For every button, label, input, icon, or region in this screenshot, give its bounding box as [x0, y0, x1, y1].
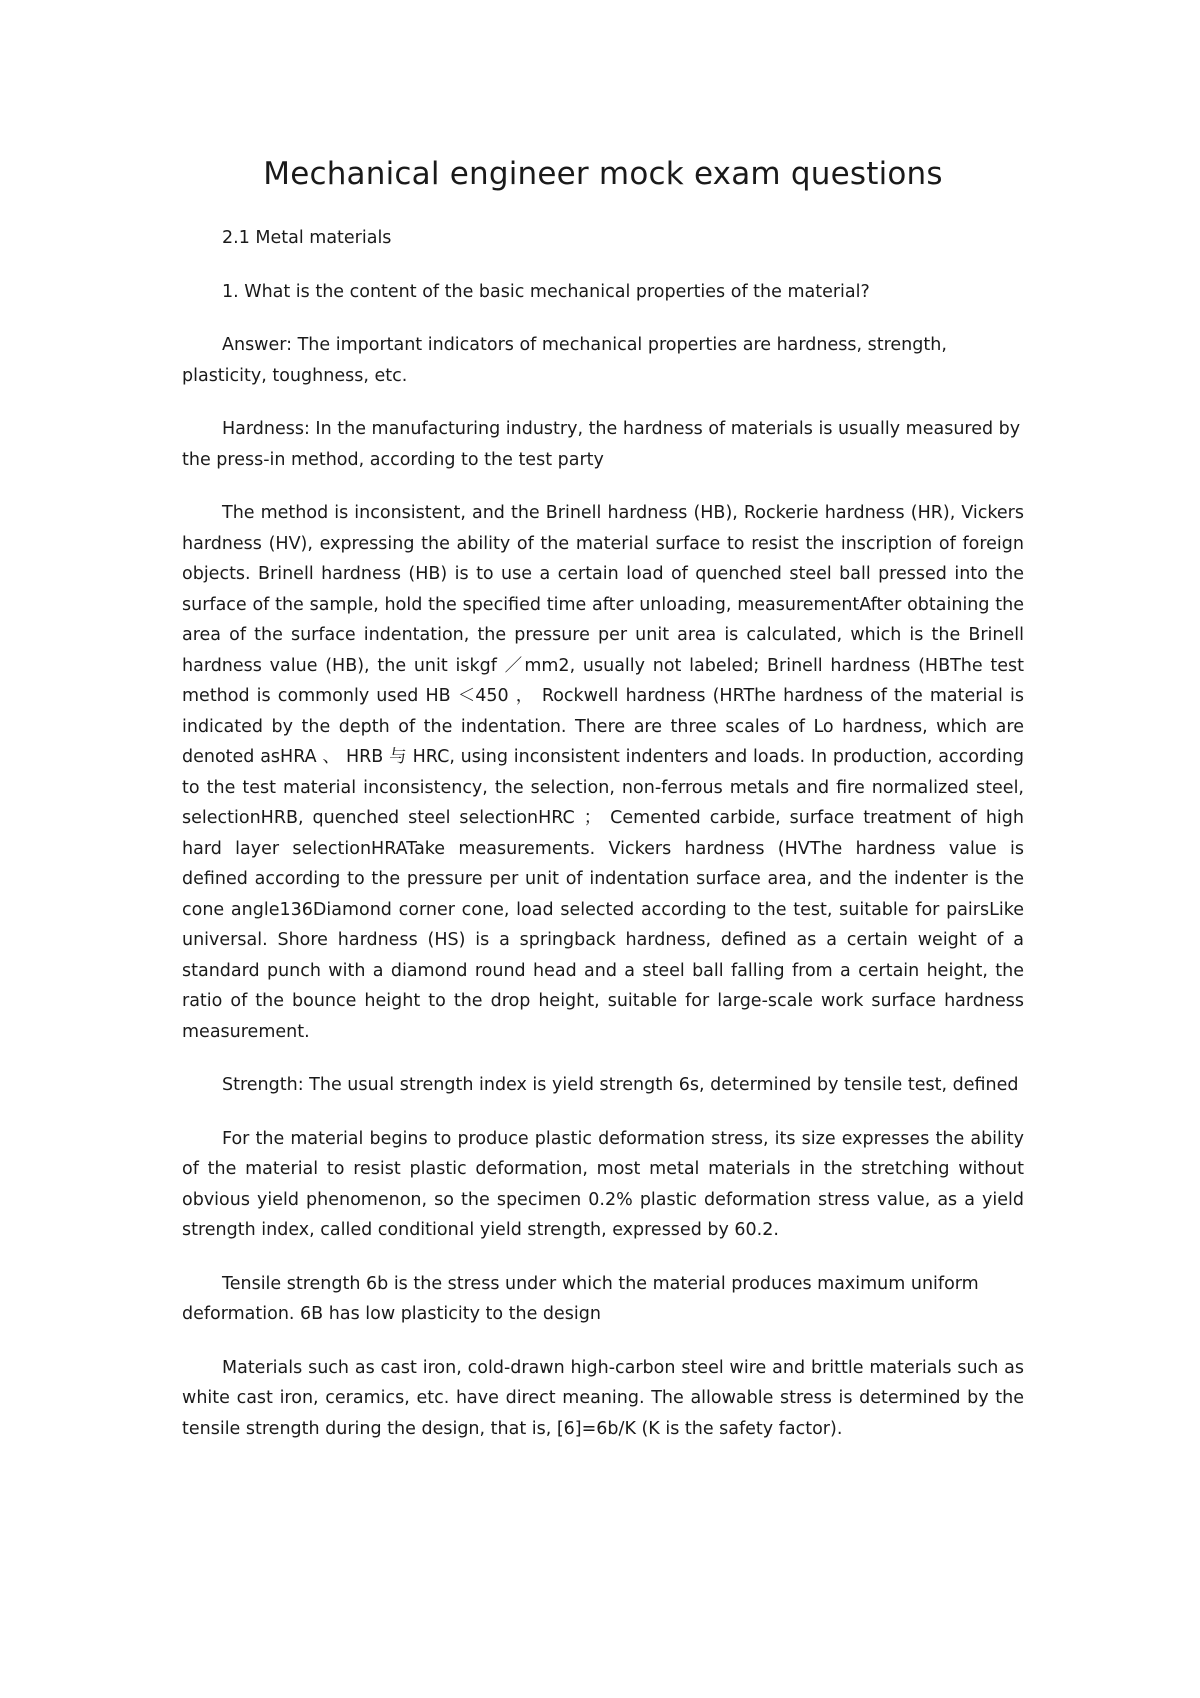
document-body	[182, 152, 1024, 1467]
paragraph-hardness-intro: Hardness: In the manufacturing industry, the hardness of materials is usually measured by the press-in method, according to the test party	[182, 419, 1021, 470]
document-title: Mechanical engineer mock exam questions	[263, 156, 943, 192]
paragraph-list	[182, 223, 1024, 1444]
paragraph-answer-intro: Answer: The important indicators of mechanical properties are hardness, strength, plasticity, toughness, etc.	[182, 335, 947, 386]
paragraph-tensile-strength: Tensile strength 6b is the stress under which the material produces maximum uniform deformation. 6B has low plasticity to the design	[182, 1273, 979, 1324]
paragraph-section-heading: 2.1 Metal materials	[222, 228, 392, 248]
paragraph-strength-intro: Strength: The usual strength index is yield strength 6s, determined by tensile test, defined	[222, 1075, 1019, 1095]
paragraph-brittle-materials: Materials such as cast iron, cold-drawn high-carbon steel wire and brittle materials such as white cast iron, ceramics, etc. have direct meaning. The allowable stress is determined by the tensile strength during the design, that is, [6]=6b/K (K is the safety factor).	[182, 1357, 1024, 1439]
paragraph-yield-strength: For the material begins to produce plastic deformation stress, its size expresses the ability of the material to resist plastic deformation, most metal materials in the stretching without obvious yield phenomenon, so the specimen 0.2% plastic deformation stress value, as a yield strength index, called conditional yield strength, expressed by 60.2.	[182, 1128, 1024, 1240]
paragraph-question-1: 1. What is the content of the basic mechanical properties of the material?	[222, 281, 870, 302]
paragraph-hardness-methods: The method is inconsistent, and the Brinell hardness (HB), Rockerie hardness (HR), Vickers hardness (HV), expressing the ability of the material surface to resist the inscription of foreign objects. Brinell hardness (HB) is to use a certain load of quenched steel ball pressed into the surface of the sample, hold the specified time after unloading, measurementAfter obtaining the area of the surface indentation, the pressure per unit area is calculated, which is the Brinell hardness value (HB), the unit iskgf ／mm2, usually not labeled; Brinell hardness (HBThe test method is commonly used HB ＜450 ， Rockwell hardness (HRThe hardness of the material is indicated by the depth of the indentation. There are three scales of Lo hardness, which are denoted asHRA 、 HRB 与 HRC, using inconsistent indenters and loads. In production, according to the test material inconsistency, the selection, non-ferrous metals and fire normalized steel, selectionHRB, quenched steel selectionHRC ； Cemented carbide, surface treatment of high hard layer selectionHRATake measurements. Vickers hardness (HVThe hardness value is defined according to the pressure per unit of indentation surface area, and the indenter is the cone angle136Diamond corner cone, load selected according to the test, suitable for pairsLike universal. Shore hardness (HS) is a springback hardness, defined as a certain weight of a standard punch with a diamond round head and a steel ball falling from a certain height, the ratio of the bounce height to the drop height, suitable for large-scale work surface hardness measurement.	[182, 503, 1024, 1042]
